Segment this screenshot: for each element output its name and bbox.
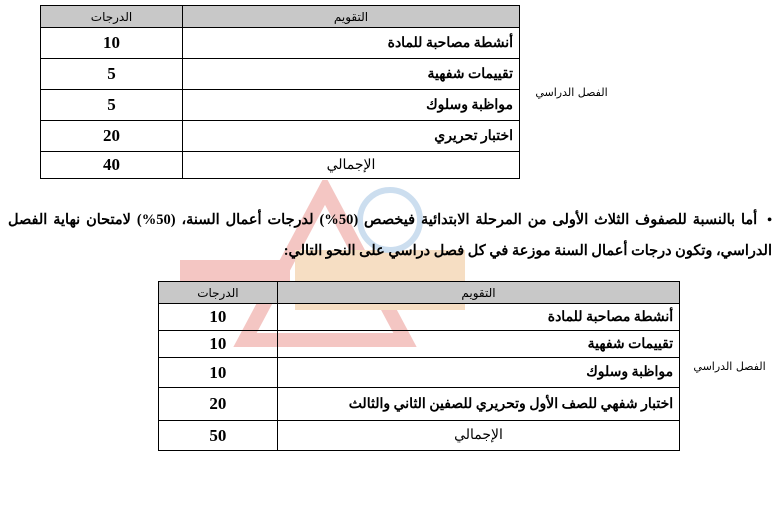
paragraph-text: أما بالنسبة للصفوف الثلاث الأولى من المرحلة الابتدائية فيخصص (50%) لدرجات أعمال السنة، (50%) لامتحان نهاية الفصل الدراسي، وتكون درجات أعمال السنة موزعة في كل فصل دراسي على النحو التالي:	[8, 212, 772, 259]
eval-item: تقييمات شفهية	[277, 331, 679, 358]
total-label: الإجمالي	[277, 421, 679, 451]
eval-item: أنشطة مصاحبة للمادة	[277, 304, 679, 331]
info-paragraph	[8, 205, 772, 266]
grade-value: 10	[159, 358, 278, 388]
eval-item: مواظبة وسلوك	[277, 358, 679, 388]
eval-header: التقويم	[277, 282, 679, 304]
eval-item: مواظبة وسلوك	[183, 90, 520, 121]
eval-header: التقويم	[183, 6, 520, 28]
grades-table-1	[40, 5, 623, 179]
grade-value: 10	[159, 304, 278, 331]
grade-value: 20	[159, 388, 278, 421]
grade-value: 10	[159, 331, 278, 358]
grade-value: 5	[41, 90, 183, 121]
eval-item: أنشطة مصاحبة للمادة	[183, 28, 520, 59]
grades-header: الدرجات	[41, 6, 183, 28]
eval-item: تقييمات شفهية	[183, 59, 520, 90]
semester-label: الفصل الدراسي	[535, 85, 608, 99]
total-label: الإجمالي	[183, 152, 520, 179]
total-grade: 50	[159, 421, 278, 451]
eval-item: اختبار تحريري	[183, 121, 520, 152]
grade-value: 20	[41, 121, 183, 152]
total-grade: 40	[41, 152, 183, 179]
bullet: •	[767, 213, 773, 228]
semester-label: الفصل الدراسي	[693, 359, 766, 373]
grade-value: 10	[41, 28, 183, 59]
grade-value: 5	[41, 59, 183, 90]
grades-table-2	[158, 281, 779, 451]
grades-header: الدرجات	[159, 282, 278, 304]
eval-item: اختبار شفهي للصف الأول وتحريري للصفين الثاني والثالث	[277, 388, 679, 421]
